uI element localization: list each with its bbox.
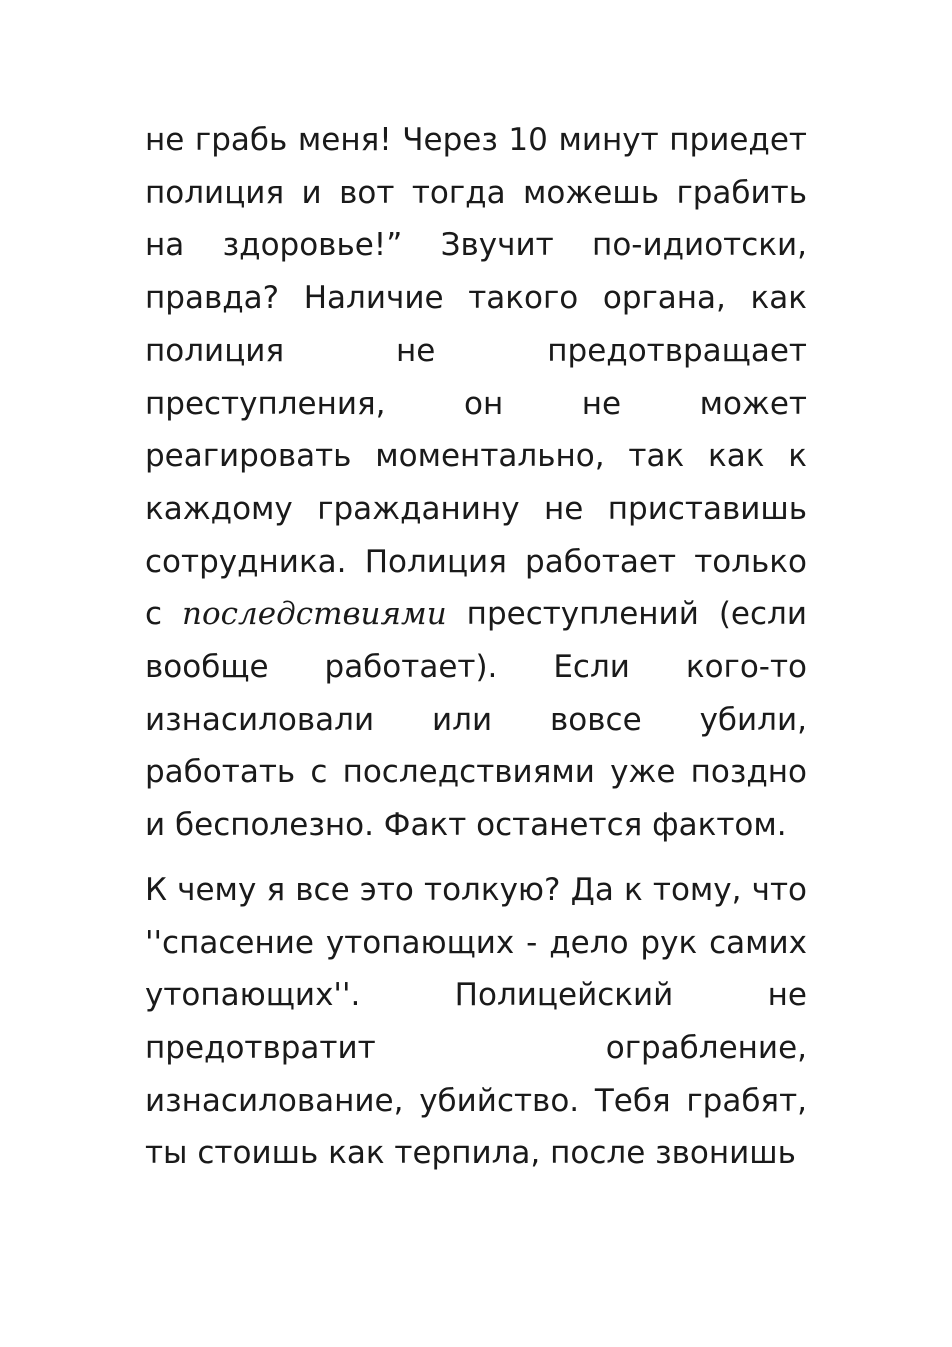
paragraph bbox=[145, 864, 807, 1180]
paragraph-text: К чему я все это толкую? Да к тому, что ''спасение утопающих - дело рук самих утопающих''. Полицейский не предотвратит ограбление, изнасилование, убийство. Тебя грабят, ты стоишь как терпила, после звонишь bbox=[145, 871, 807, 1172]
page-body bbox=[145, 114, 807, 1180]
paragraph-text: преступлений (если вообще работает). Если кого-то изнасиловали или вовсе убили, работать с последствиями уже поздно и бесполезно. Факт останется фактом. bbox=[145, 596, 807, 844]
paragraph-text: не грабь меня! Через 10 минут приедет полиция и вот тогда можешь грабить на здоровье!” Звучит по-идиотски, правда? Наличие такого органа, как полиция не предотвращает преступления, он не может реагировать моментально, так как к каждому гражданину не приставишь сотрудника. Полиция работает только с bbox=[145, 122, 807, 633]
emphasized-word: последствиями bbox=[182, 596, 447, 633]
paragraph bbox=[145, 114, 807, 852]
